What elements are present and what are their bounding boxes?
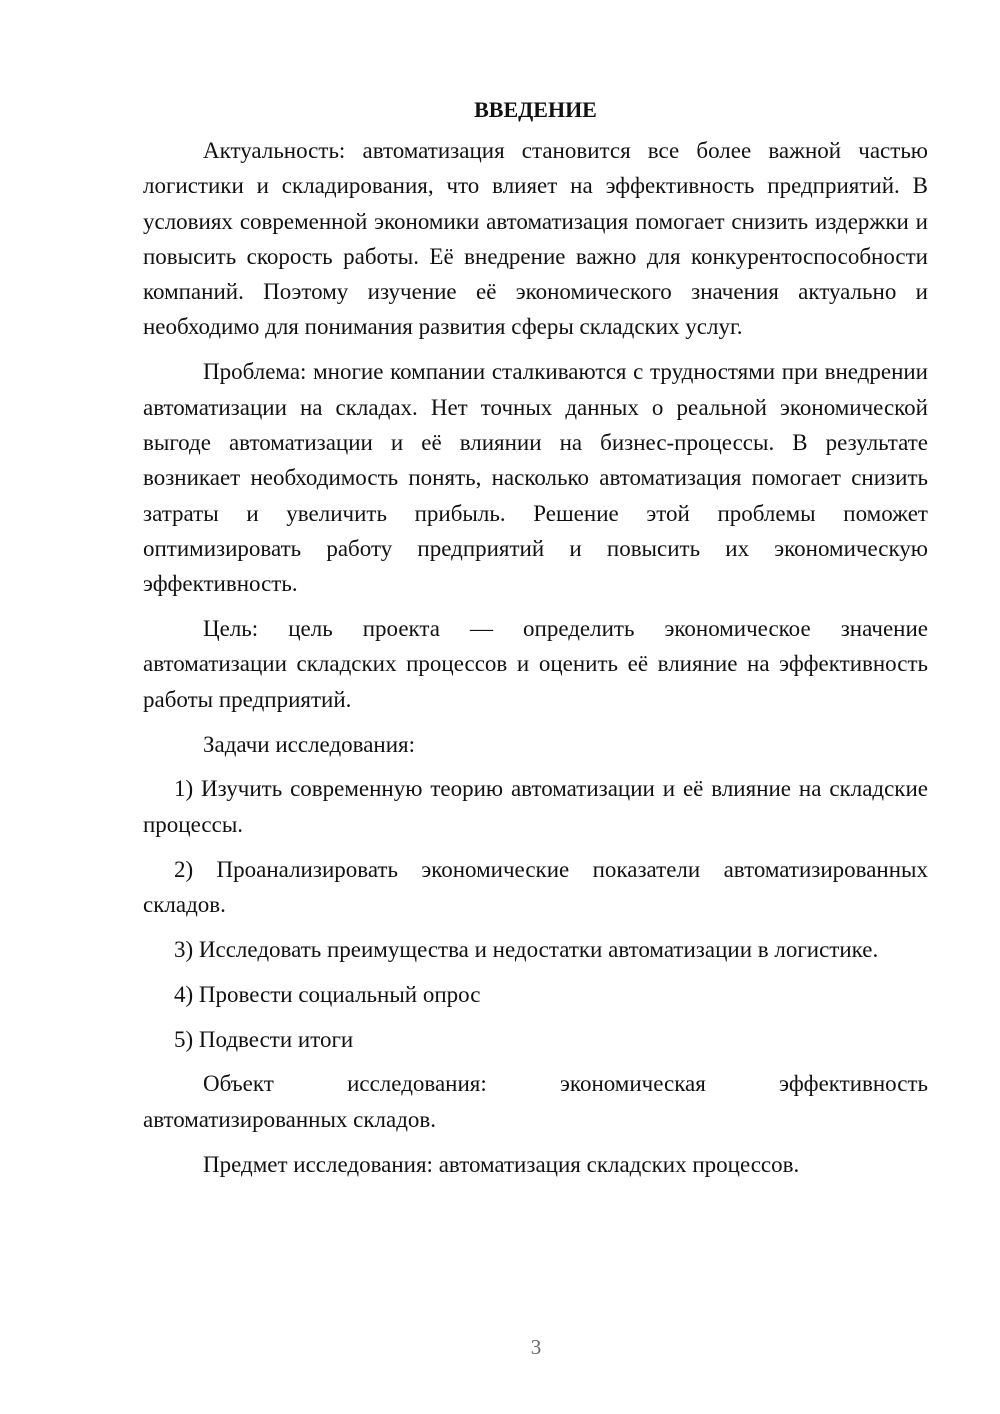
paragraph-problem: Проблема: многие компании сталкиваются с трудностями при внедрении автоматизации на складах. Нет точных данных о реальной экономической выгоде автоматизации и её влиянии на бизнес-процессы. В результате возникает необходимость понять, насколько автоматизация помогает снизить затраты и увеличить прибыль. Решение этой проблемы поможет оптимизировать работу предприятий и повысить их экономическую эффективность.	[143, 359, 928, 597]
task-item: 4) Провести социальный опрос	[174, 981, 481, 1007]
paragraph-goal: Цель: цель проекта — определить экономическое значение автоматизации складских процессов и оценить её влияние на эффективность работы предприятий.	[143, 616, 928, 712]
task-item: 3) Исследовать преимущества и недостатки автоматизации в логистике.	[174, 936, 879, 962]
tasks-list	[143, 771, 928, 1056]
document-page	[143, 95, 928, 1192]
page-number: 3	[530, 1335, 542, 1359]
paragraph-object: Объект исследования: экономическая эффективность автоматизированных складов.	[143, 1071, 928, 1132]
task-item: 1) Изучить современную теорию автоматизации и её влияние на складские процессы.	[143, 776, 928, 837]
paragraph-relevance: Актуальность: автоматизация становится все более важной частью логистики и складирования, что влияет на эффективность предприятий. В условиях современной экономики автоматизация помогает снизить издержки и повысить скорость работы. Её внедрение важно для конкурентоспособности компаний. Поэтому изучение её экономического значения актуально и необходимо для понимания развития сферы складских услуг.	[143, 138, 928, 340]
tasks-heading: Задачи исследования:	[203, 731, 416, 757]
task-item: 2) Проанализировать экономические показатели автоматизированных складов.	[143, 856, 928, 917]
task-item: 5) Подвести итоги	[174, 1026, 354, 1052]
page-title: ВВЕДЕНИЕ	[474, 97, 597, 122]
paragraph-subject: Предмет исследования: автоматизация складских процессов.	[203, 1151, 800, 1177]
